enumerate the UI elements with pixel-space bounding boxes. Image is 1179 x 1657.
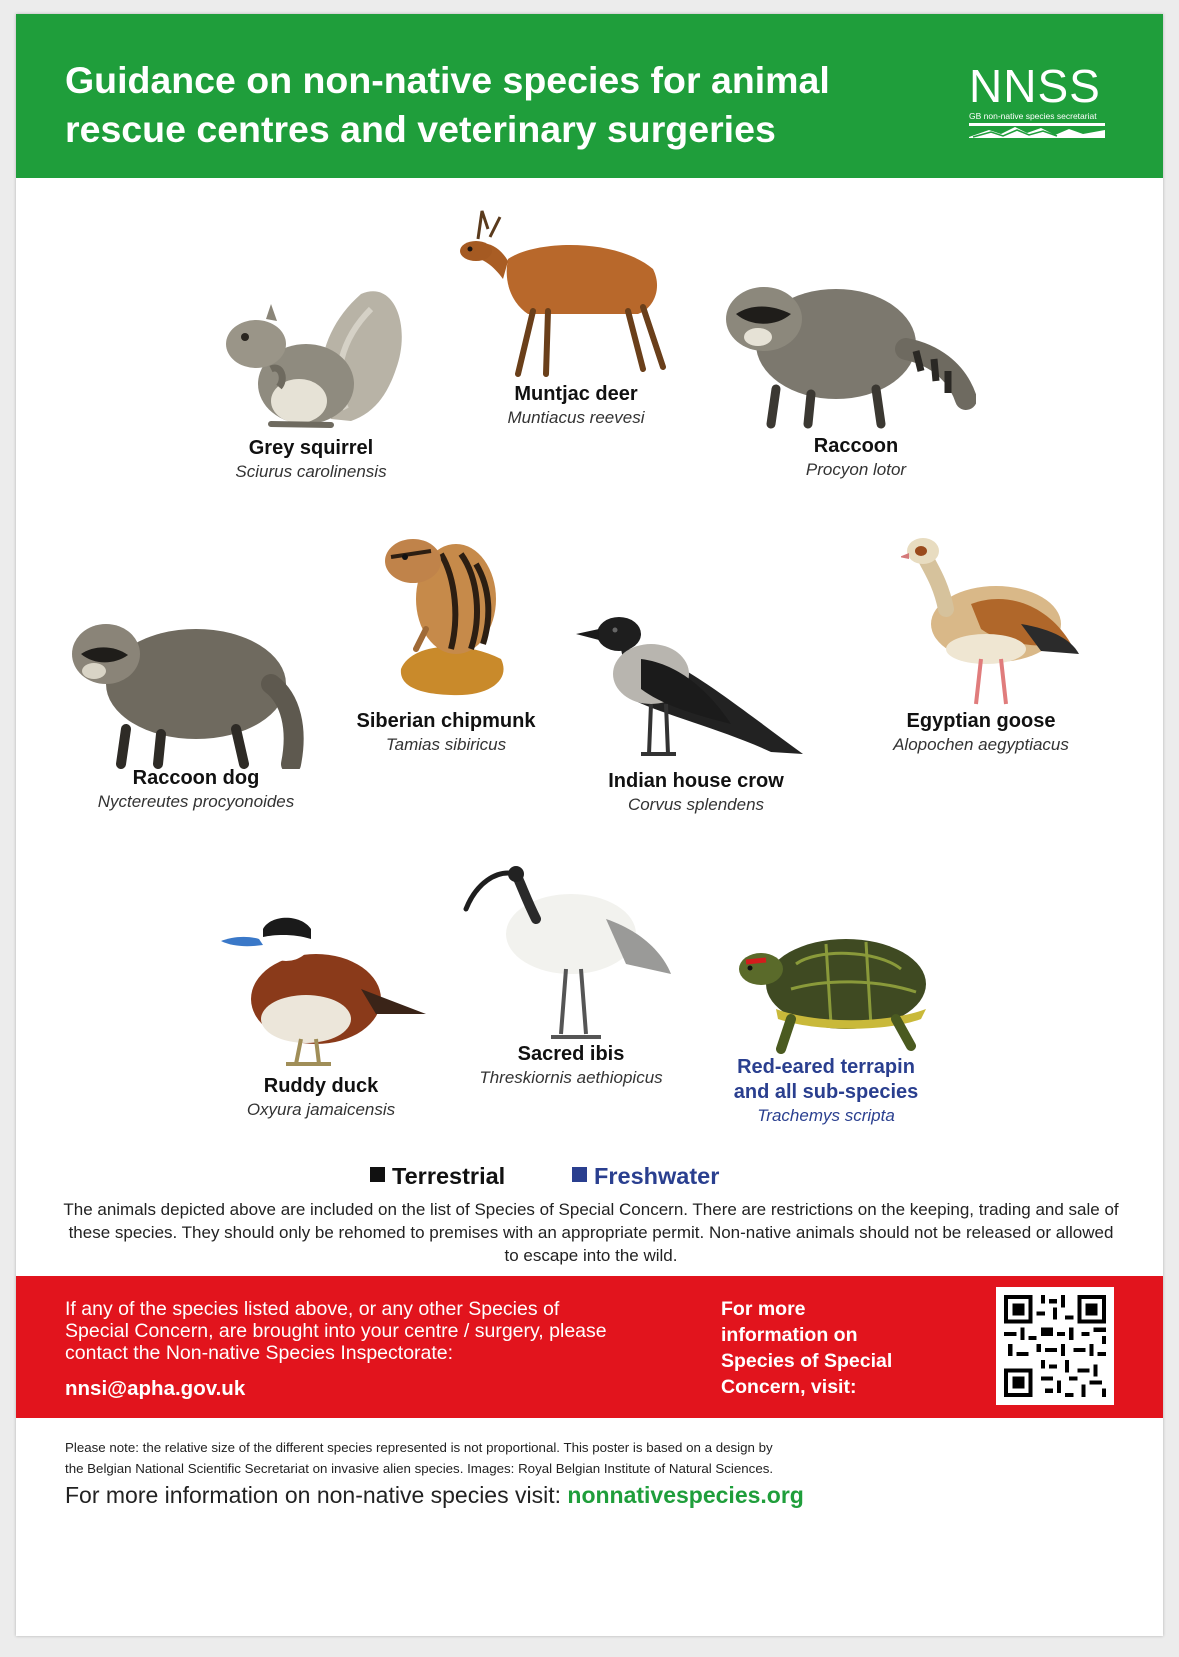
common-name: Ruddy duck bbox=[263, 1075, 379, 1097]
contact-banner bbox=[16, 1276, 1163, 1418]
contact-line-2: Special Concern, are brought into your centre / surgery, please bbox=[65, 1320, 607, 1342]
red-eared-terrapin-illustration bbox=[736, 924, 936, 1054]
more-info-line-4: Concern, visit: bbox=[721, 1376, 857, 1398]
legend-freshwater-label: Freshwater bbox=[594, 1163, 720, 1189]
title-line-1: Guidance on non-native species for animal bbox=[65, 59, 830, 101]
caption-egyptian-goose bbox=[871, 709, 1091, 756]
caption-siberian-chipmunk bbox=[336, 709, 556, 756]
caption-muntjac-deer bbox=[476, 382, 676, 429]
more-info-line-1: For more bbox=[721, 1298, 806, 1320]
scientific-name: Trachemys scripta bbox=[757, 1106, 895, 1125]
scientific-name: Sciurus carolinensis bbox=[235, 462, 387, 481]
logo-subtitle: GB non-native species secretariat bbox=[969, 111, 1097, 121]
legend-freshwater bbox=[572, 1161, 719, 1191]
disclaimer-line-2: the Belgian National Scientific Secretariat on invasive alien species. Images: Royal Belgian Institute of Natural Sciences. bbox=[65, 1461, 774, 1476]
legend-terrestrial-label: Terrestrial bbox=[392, 1163, 506, 1189]
scientific-name: Alopochen aegyptiacus bbox=[893, 735, 1069, 754]
common-name-line-2: and all sub-species bbox=[733, 1081, 919, 1103]
header-banner bbox=[16, 14, 1163, 178]
common-name: Egyptian goose bbox=[906, 710, 1056, 732]
siberian-chipmunk-illustration bbox=[371, 519, 521, 699]
caption-sacred-ibis bbox=[461, 1042, 681, 1089]
common-name-line-1: Red-eared terrapin bbox=[737, 1056, 915, 1078]
disclaimer bbox=[65, 1437, 865, 1479]
muntjac-deer-illustration bbox=[448, 199, 678, 379]
scientific-name: Muntiacus reevesi bbox=[507, 408, 645, 427]
legend-terrestrial bbox=[370, 1161, 505, 1191]
caption-red-eared-terrapin bbox=[716, 1055, 936, 1127]
caption-raccoon bbox=[756, 434, 956, 481]
common-name: Raccoon bbox=[813, 435, 899, 457]
scientific-name: Nyctereutes procyonoides bbox=[97, 792, 295, 811]
sacred-ibis-illustration bbox=[456, 859, 676, 1044]
terrestrial-swatch-icon bbox=[370, 1167, 385, 1182]
website-link[interactable]: nonnativespecies.org bbox=[567, 1482, 804, 1508]
common-name: Siberian chipmunk bbox=[356, 710, 536, 732]
poster bbox=[16, 14, 1163, 1636]
nnss-logo bbox=[969, 61, 1119, 161]
contact-instructions bbox=[65, 1298, 685, 1364]
restrictions-notice: The animals depicted above are included on the list of Species of Special Concern. There are restrictions on the keeping, trading and sale of these species. They should only be rehomed to premises with an appropriate permit. Non-native animals should not be released or allowed to escape into the wild. bbox=[63, 1200, 1119, 1265]
footer bbox=[65, 1480, 804, 1510]
grey-squirrel-illustration bbox=[211, 269, 411, 439]
freshwater-swatch-icon bbox=[572, 1167, 587, 1182]
caption-ruddy-duck bbox=[211, 1074, 431, 1121]
scientific-name: Corvus splendens bbox=[627, 795, 765, 814]
title-line-2: rescue centres and veterinary surgeries bbox=[65, 108, 776, 150]
more-info-text bbox=[721, 1296, 921, 1400]
footer-text: For more information on non-native species visit: bbox=[65, 1482, 561, 1508]
scientific-name: Tamias sibiricus bbox=[385, 735, 507, 754]
more-info-line-2: information on bbox=[721, 1324, 858, 1346]
qr-code[interactable] bbox=[996, 1287, 1114, 1405]
page-title bbox=[65, 56, 925, 154]
inspectorate-email-link[interactable]: nnsi@apha.gov.uk bbox=[65, 1377, 246, 1400]
ruddy-duck-illustration bbox=[211, 899, 436, 1074]
caption-indian-house-crow bbox=[586, 769, 806, 816]
more-info-line-3: Species of Special bbox=[721, 1350, 893, 1372]
raccoon-dog-illustration bbox=[66, 599, 306, 769]
indian-house-crow-illustration bbox=[571, 604, 811, 764]
raccoon-illustration bbox=[716, 259, 976, 429]
scientific-name: Threskiornis aethiopicus bbox=[479, 1068, 663, 1087]
common-name: Indian house crow bbox=[608, 770, 784, 792]
disclaimer-line-1: Please note: the relative size of the different species represented is not proportional. This poster is based on a design by bbox=[65, 1440, 773, 1455]
common-name: Grey squirrel bbox=[248, 437, 374, 459]
common-name: Raccoon dog bbox=[132, 767, 260, 789]
logo-wordmark: NNSS bbox=[969, 60, 1101, 112]
logo-waves-icon bbox=[969, 123, 1105, 139]
scientific-name: Procyon lotor bbox=[805, 460, 907, 479]
common-name: Muntjac deer bbox=[514, 383, 638, 405]
egyptian-goose-illustration bbox=[901, 529, 1081, 709]
scientific-name: Oxyura jamaicensis bbox=[246, 1100, 396, 1119]
caption-grey-squirrel bbox=[186, 436, 436, 483]
common-name: Sacred ibis bbox=[517, 1043, 625, 1065]
contact-line-3: contact the Non-native Species Inspectorate: bbox=[65, 1342, 454, 1364]
contact-line-1: If any of the species listed above, or any other Species of bbox=[65, 1298, 560, 1320]
qr-code-icon bbox=[996, 1287, 1114, 1405]
caption-raccoon-dog bbox=[76, 766, 316, 813]
